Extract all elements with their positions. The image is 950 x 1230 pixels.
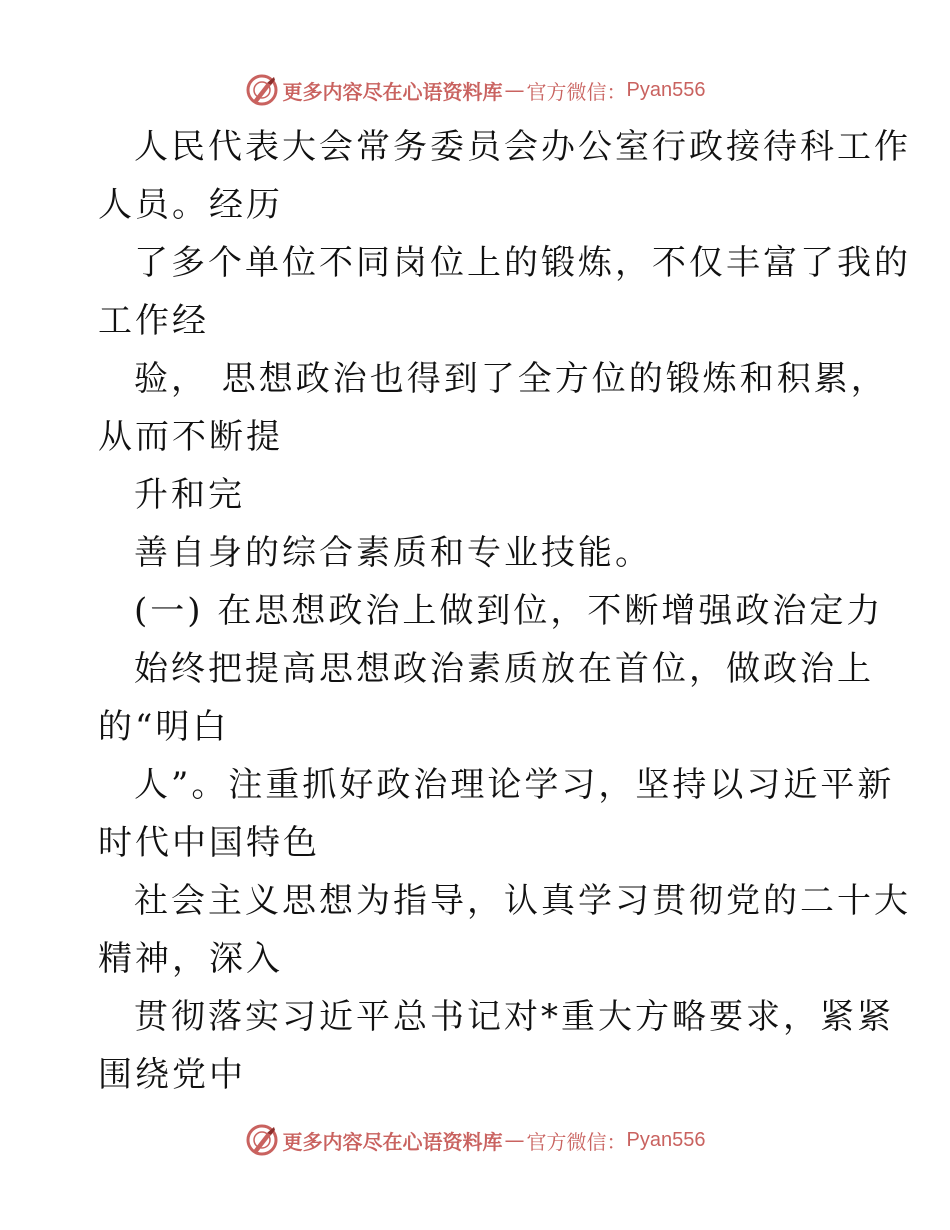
- header-watermark: [0, 70, 950, 110]
- text-line: 时代中国特色: [98, 823, 320, 863]
- text-line: 围绕党中: [98, 1055, 246, 1095]
- watermark-wechat-id: Pyan556: [626, 78, 706, 101]
- watermark-brand: 更多内容尽在心语资料库: [282, 1129, 503, 1154]
- footer-watermark: [0, 1120, 950, 1160]
- text-line: 验， 思想政治也得到了全方位的锻炼和积累，: [134, 359, 888, 399]
- watermark-separator: —: [504, 78, 525, 102]
- quill-pen-logo-icon: [245, 73, 279, 107]
- text-line: 升和完: [134, 475, 245, 515]
- watermark-wechat-label: 官方微信：: [526, 79, 627, 104]
- watermark-brand: 更多内容尽在心语资料库: [282, 79, 503, 104]
- text-line: 工作经: [98, 301, 209, 341]
- text-line: 贯彻落实习近平总书记对*重大方略要求，紧紧: [134, 997, 894, 1037]
- text-line: 了多个单位不同岗位上的锻炼，不仅丰富了我的: [134, 243, 911, 283]
- watermark-separator: —: [504, 1128, 525, 1152]
- text-line: 精神，深入: [98, 939, 283, 979]
- text-line: 人”。注重抓好政治理论学习，坚持以习近平新: [134, 765, 895, 805]
- text-line: 始终把提高思想政治素质放在首位，做政治上: [134, 649, 874, 689]
- text-line: 人员。经历: [98, 185, 283, 225]
- watermark-wechat-label: 官方微信：: [526, 1129, 627, 1154]
- watermark-wechat-id: Pyan556: [626, 1128, 706, 1151]
- text-line: 人民代表大会常务委员会办公室行政接待科工作: [134, 127, 911, 167]
- quill-pen-logo-icon: [245, 1123, 279, 1157]
- section-heading: (一) 在思想政治上做到位，不断增强政治定力: [134, 591, 884, 631]
- text-line: 的“明白: [98, 707, 230, 747]
- text-line: 从而不断提: [98, 417, 283, 457]
- text-line: 善自身的综合素质和专业技能。: [134, 533, 652, 573]
- text-line: 社会主义思想为指导，认真学习贯彻党的二十大: [134, 881, 911, 921]
